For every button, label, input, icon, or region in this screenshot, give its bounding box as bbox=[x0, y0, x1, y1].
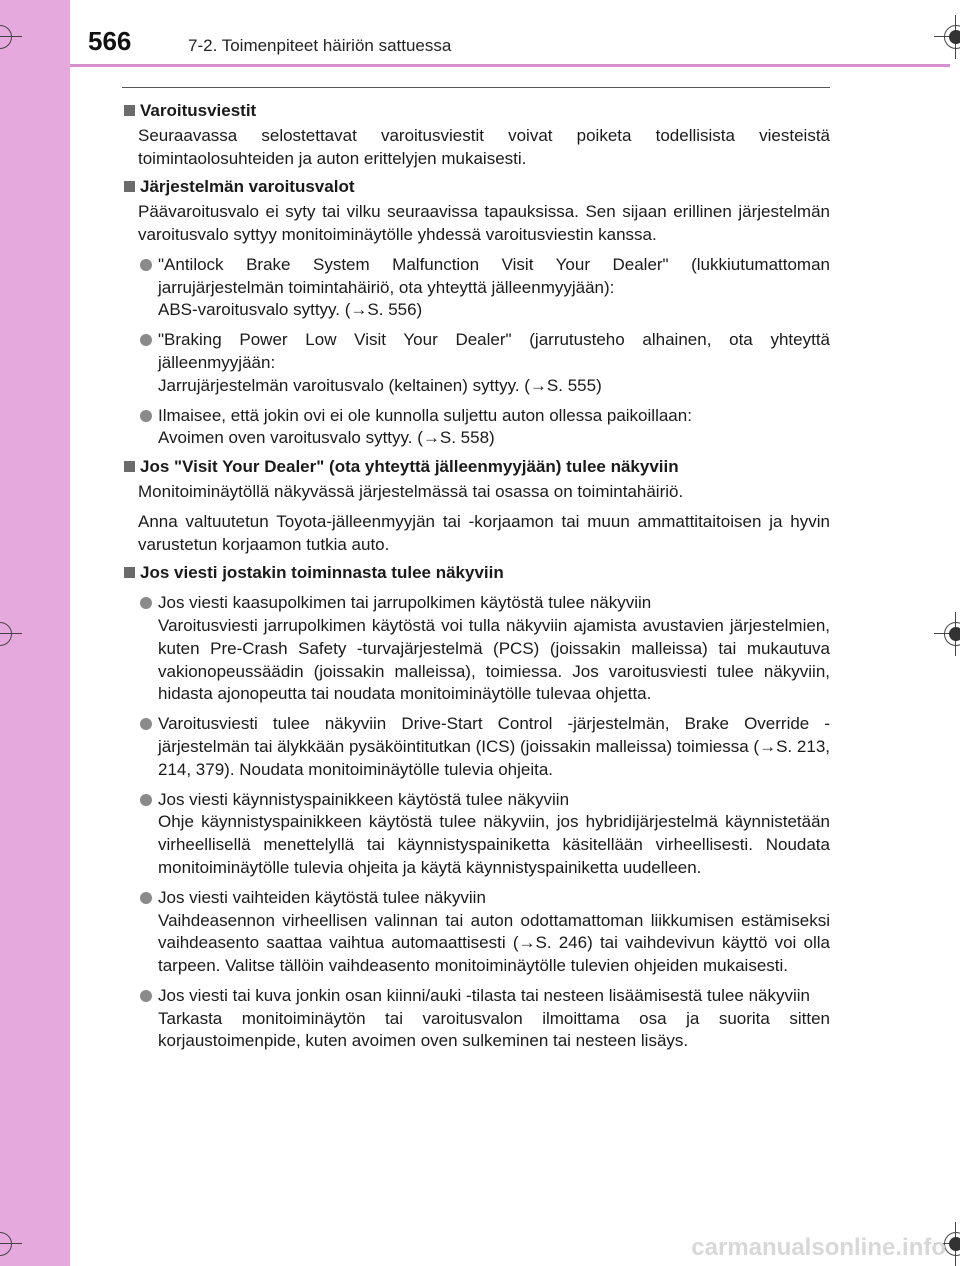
list-item-text: Varoitusviesti jarrupolkimen käytöstä voi tulla näkyviin ajamista avustavien järjestelmien, kuten Pre-Crash Safety -turvajärjestelmä (PCS) (joissakin malleissa) tai mukautuva vakionopeussäädin (joissakin malleissa), toimiessa. Jos varoitusviesti tulee näkyviin, hidasta ajonopeutta tai noudata monitoiminäytölle tulevaa ohjetta. bbox=[158, 615, 830, 704]
list-item-text: Vaihdeasennon virheellisen valinnan tai auton odottamattoman liikkumisen estämiseksi vaihdeasento saattaa vaihtua automaattisesti (→S. 246) tai vaihdevivun käyttö voi olla tarpeen. Valitse tällöin vaihdeasento monitoiminäytölle tulevien ohjeiden mukaisesti. bbox=[158, 910, 830, 976]
square-bullet-icon bbox=[124, 105, 135, 116]
heading-text: Järjestelmän varoitusvalot bbox=[140, 177, 355, 197]
list-item-text: Avoimen oven varoitusvalo syttyy. (→S. 558) bbox=[158, 428, 495, 448]
content-rule bbox=[122, 87, 830, 88]
watermark: carmanualsonline.info bbox=[691, 1234, 946, 1261]
round-bullet-icon bbox=[140, 892, 152, 904]
list-item-text: Ohje käynnistyspainikkeen käytöstä tulee näkyviin, jos hybridijärjestelmä käynnistetään virheellisellä menettelyllä tai käynnistyspainiketta käsitellään virheellisesti. Noudata monitoiminäytölle tulevia ohjeita ja käytä käynnistyspainiketta uudelleen. bbox=[158, 812, 830, 877]
square-bullet-icon bbox=[124, 181, 135, 192]
round-bullet-icon bbox=[140, 718, 152, 730]
list-item bbox=[122, 254, 830, 322]
list-item-title: Jos viesti käynnistyspainikkeen käytöstä tulee näkyviin bbox=[158, 789, 570, 809]
section-heading bbox=[122, 456, 830, 479]
round-bullet-icon bbox=[140, 259, 152, 271]
paragraph: Anna valtuutetun Toyota-jälleenmyyjän tai -korjaamon tai muun ammattitaitoisen ja hyvin varustetun korjaamon tutkia auto. bbox=[138, 511, 830, 554]
list-item bbox=[122, 592, 830, 706]
list-item-text: Varoitusviesti tulee näkyviin Drive-Start Control -järjestelmän, Brake Override -järjestelmän tai älykkään pysäköintitutkan (ICS) (joissakin malleissa) toimiessa (→S. 213, 214, 379). Noudata monitoiminäytölle tulevia ohjeita. bbox=[158, 714, 830, 779]
list-item-text: ABS-varoitusvalo syttyy. (→S. 556) bbox=[158, 300, 423, 320]
paragraph: Päävaroitusvalo ei syty tai vilku seuraavissa tapauksissa. Sen sijaan erillinen järjestelmän varoitusvalo syttyy monitoiminäytölle yhdessä varoitusviestin kanssa. bbox=[138, 202, 830, 244]
list-item-title: Jos viesti tai kuva jonkin osan kiinni/auki -tilasta tai nesteen lisäämisestä tulee näkyviin bbox=[158, 985, 810, 1005]
list-item bbox=[122, 887, 830, 978]
list-item bbox=[122, 713, 830, 781]
registration-mark-icon bbox=[0, 25, 12, 49]
list-item-title: Jos viesti kaasupolkimen tai jarrupolkimen käytöstä tulee näkyviin bbox=[158, 593, 652, 613]
round-bullet-icon bbox=[140, 990, 152, 1002]
list-item-title: Ilmaisee, että jokin ovi ei ole kunnolla suljettu auton ollessa paikoillaan: bbox=[158, 405, 692, 425]
heading-text: Jos viesti jostakin toiminnasta tulee näkyviin bbox=[140, 563, 504, 583]
list-item-text: Jarrujärjestelmän varoitusvalo (keltainen) syttyy. (→S. 555) bbox=[158, 375, 602, 395]
registration-mark-icon bbox=[944, 622, 960, 646]
square-bullet-icon bbox=[124, 567, 135, 578]
list-item bbox=[122, 789, 830, 880]
page-number: 566 bbox=[88, 26, 132, 56]
registration-mark-icon bbox=[944, 1232, 960, 1256]
list-item-text: Tarkasta monitoiminäytön tai varoitusvalon ilmoittama osa ja suorita sitten korjaustoimenpide, kuten avoimen oven sulkeminen tai nesteen lisäys. bbox=[158, 1008, 830, 1051]
main-content bbox=[122, 94, 830, 1053]
heading-text: Varoitusviestit bbox=[140, 101, 257, 120]
list-item-title: "Antilock Brake System Malfunction Visit Your Dealer" (lukkiutumattoman jarrujärjestelmän toimintahäiriö, ota yhteyttä jälleenmyyjään): bbox=[158, 254, 830, 297]
round-bullet-icon bbox=[140, 410, 152, 422]
header-divider bbox=[70, 64, 950, 67]
heading-text: Jos "Visit Your Dealer" (ota yhteyttä jälleenmyyjään) tulee näkyviin bbox=[140, 457, 679, 477]
list-item-title: Jos viesti vaihteiden käytöstä tulee näkyviin bbox=[158, 887, 486, 907]
registration-mark-icon bbox=[0, 622, 12, 646]
section-heading bbox=[122, 100, 830, 123]
list-item bbox=[122, 405, 830, 451]
paragraph: Seuraavassa selostettavat varoitusviestit voivat poiketa todellisista viesteistä toimintaolosuhteiden ja auton erittelyjen mukaisesti. bbox=[138, 125, 830, 168]
registration-mark-icon bbox=[0, 1232, 12, 1256]
section-title: 7-2. Toimenpiteet häiriön sattuessa bbox=[188, 36, 452, 55]
list-item-title: "Braking Power Low Visit Your Dealer" (jarrutusteho alhainen, ota yhteyttä jälleenmyyjään: bbox=[158, 330, 830, 372]
section-heading bbox=[122, 176, 830, 199]
square-bullet-icon bbox=[124, 461, 135, 472]
list-item bbox=[122, 985, 830, 1053]
registration-mark-icon bbox=[944, 25, 960, 49]
round-bullet-icon bbox=[140, 597, 152, 609]
section-heading bbox=[122, 562, 830, 585]
round-bullet-icon bbox=[140, 334, 152, 346]
list-item bbox=[122, 329, 830, 397]
paragraph: Monitoiminäytöllä näkyvässä järjestelmässä tai osassa on toimintahäiriö. bbox=[138, 481, 684, 501]
round-bullet-icon bbox=[140, 794, 152, 806]
